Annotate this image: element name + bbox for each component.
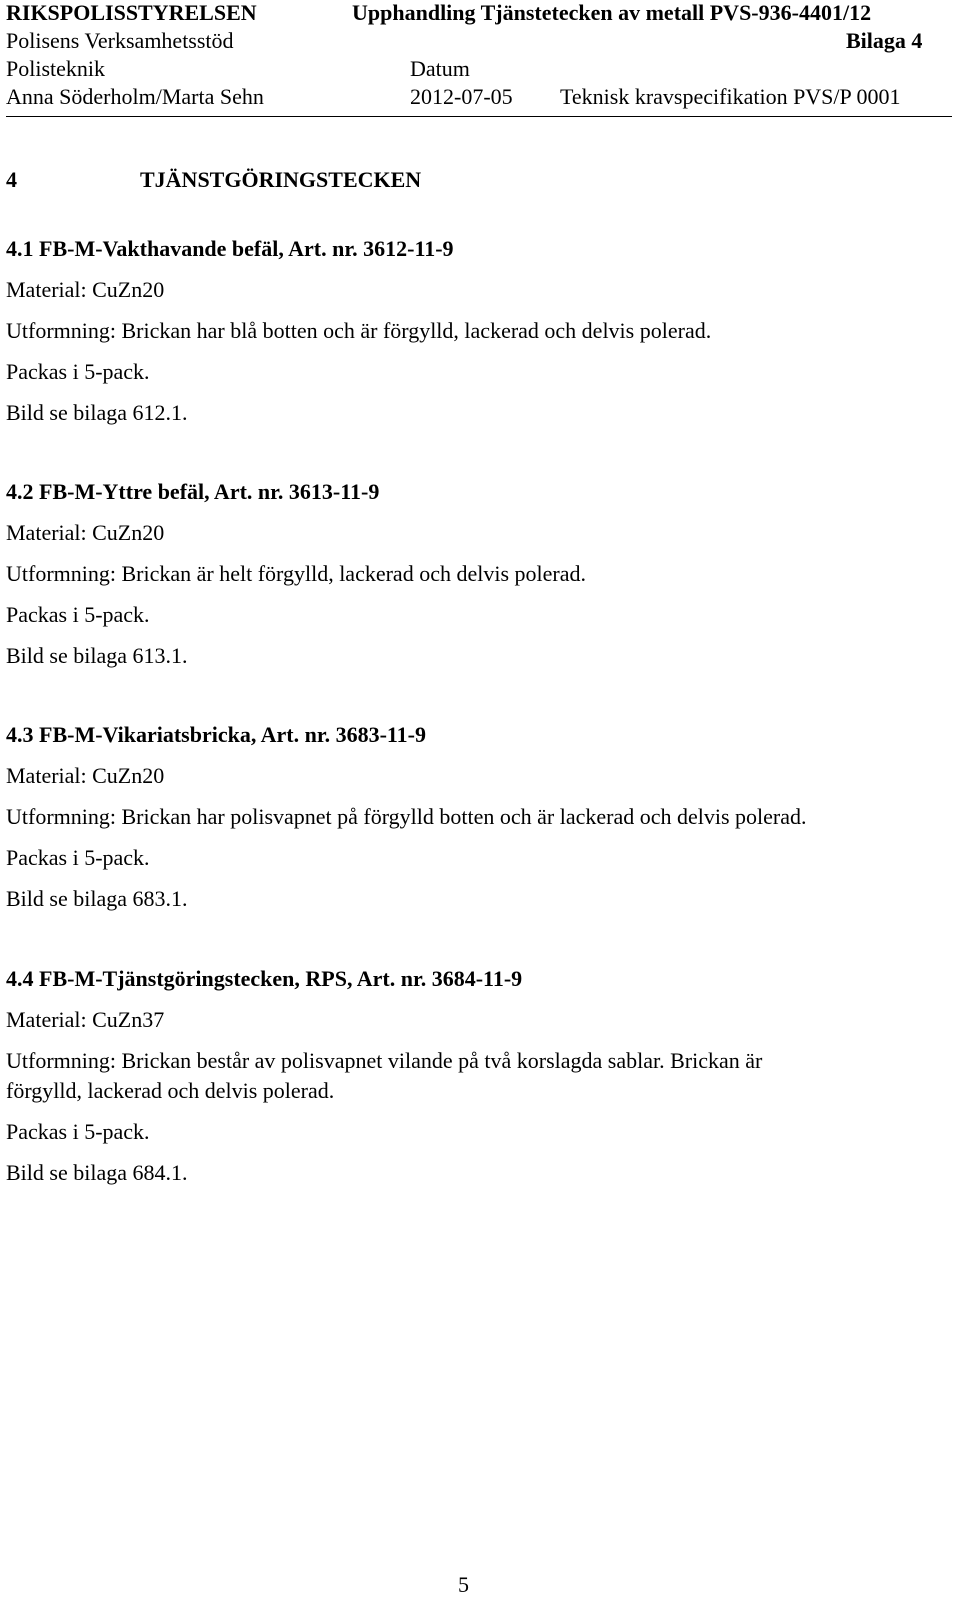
header-department: Polisens Verksamhetsstöd: [6, 28, 234, 53]
header-procurement: Upphandling Tjänstetecken av metall PVS-936-4401/12: [352, 0, 872, 25]
section-title: 4.4 FB-M-Tjänstgöringstecken, RPS, Art. nr. 3684-11-9: [6, 966, 523, 991]
section-pack: Packas i 5-pack.: [6, 845, 150, 870]
section-image-ref: Bild se bilaga 683.1.: [6, 886, 188, 911]
section-image-ref: Bild se bilaga 612.1.: [6, 400, 188, 425]
section-material: Material: CuZn20: [6, 763, 165, 788]
section-design: Utformning: Brickan är helt förgylld, lackerad och delvis polerad.: [6, 561, 586, 586]
header-unit: Polisteknik: [6, 56, 106, 81]
section-design: Utformning: Brickan har polisvapnet på förgylld botten och är lackerad och delvis polerad.: [6, 804, 807, 829]
section-design-line-1: Utformning: Brickan består av polisvapnet vilande på två korslagda sablar. Brickan är: [6, 1048, 763, 1073]
section-material: Material: CuZn37: [6, 1007, 165, 1032]
section-4-3: [6, 722, 926, 927]
header-annex: Bilaga 4: [846, 28, 923, 53]
section-title: 4.3 FB-M-Vikariatsbricka, Art. nr. 3683-11-9: [6, 722, 427, 747]
header-divider: [6, 116, 952, 117]
section-design: Utformning: Brickan har blå botten och är förgylld, lackerad och delvis polerad.: [6, 318, 712, 343]
section-4-1: [6, 236, 926, 441]
chapter-heading: [6, 167, 421, 193]
chapter-number: 4: [6, 167, 17, 192]
section-image-ref: Bild se bilaga 613.1.: [6, 643, 188, 668]
header-spec: Teknisk kravspecifikation PVS/P 0001: [560, 84, 901, 109]
header-date-label: Datum: [410, 56, 470, 81]
header-org: RIKSPOLISSTYRELSEN: [6, 0, 257, 25]
section-title: 4.1 FB-M-Vakthavande befäl, Art. nr. 3612-11-9: [6, 236, 454, 261]
section-material: Material: CuZn20: [6, 520, 165, 545]
section-4-2: [6, 479, 926, 684]
section-pack: Packas i 5-pack.: [6, 1119, 150, 1144]
section-pack: Packas i 5-pack.: [6, 359, 150, 384]
section-pack: Packas i 5-pack.: [6, 602, 150, 627]
chapter-title: TJÄNSTGÖRINGSTECKEN: [140, 167, 422, 192]
header-date: 2012-07-05: [410, 84, 513, 109]
section-design-line-2: förgylld, lackerad och delvis polerad.: [6, 1078, 335, 1103]
header-authors: Anna Söderholm/Marta Sehn: [6, 84, 264, 109]
section-4-4: [6, 966, 926, 1201]
section-material: Material: CuZn20: [6, 277, 165, 302]
section-title: 4.2 FB-M-Yttre befäl, Art. nr. 3613-11-9: [6, 479, 380, 504]
section-image-ref: Bild se bilaga 684.1.: [6, 1160, 188, 1185]
page-number: 5: [458, 1572, 469, 1597]
